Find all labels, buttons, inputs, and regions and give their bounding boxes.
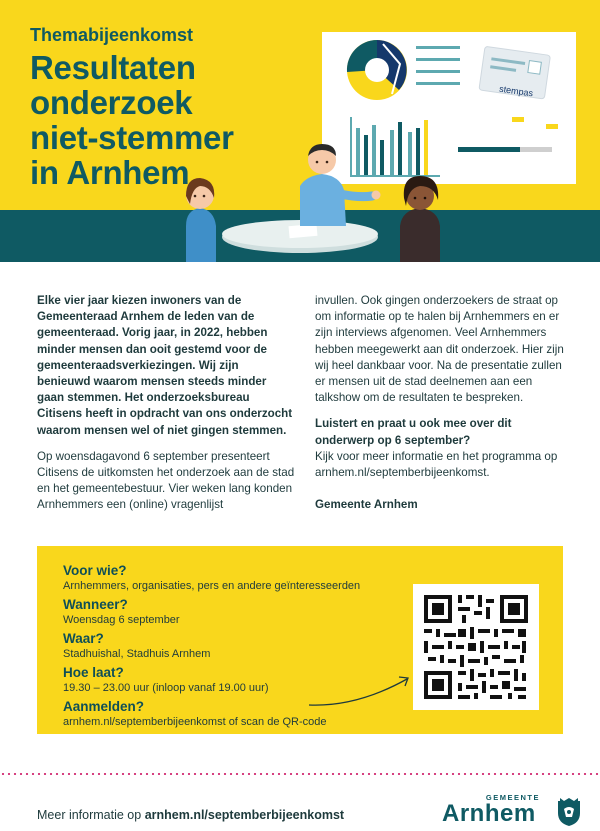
signature: Gemeente Arnhem: [315, 498, 418, 512]
logo-name: Arnhem: [442, 800, 536, 827]
gemeente-arnhem-logo: [442, 793, 582, 829]
info-text: 19.30 – 23.00 uur (inloop vanaf 19.00 uur): [63, 682, 269, 694]
info-heading: Voor wie?: [63, 563, 127, 578]
footer-link[interactable]: arnhem.nl/septemberbijeenkomst: [144, 808, 345, 822]
info-text: Stadhuishal, Stadhuis Arnhem: [63, 648, 211, 660]
arrow-to-qr-icon: [307, 671, 417, 711]
event-type-label: Themabijeenkomst: [30, 25, 194, 45]
hero-banner: [0, 0, 600, 262]
info-text: Woensdag 6 september: [63, 614, 180, 626]
title-line: niet-stemmer: [30, 119, 234, 156]
arnhem-coat-of-arms-icon: [556, 797, 582, 827]
person-left-icon: [186, 178, 216, 262]
qr-code[interactable]: [413, 584, 539, 710]
info-item-audience: [63, 563, 360, 593]
dotted-divider: [0, 773, 600, 775]
body-column-left: [37, 293, 295, 524]
qr-code-icon: [413, 584, 539, 710]
info-item-register: [63, 699, 327, 729]
info-heading: Hoe laat?: [63, 665, 124, 680]
footer-more-info: [37, 808, 344, 822]
body-paragraph: Op woensdagavond 6 september presenteert Citisens de uitkomsten het onderzoek aan de stad en het gemeentebestuur. Vier weken lang konden Arnhemmers een (online) vragenlijst: [37, 449, 295, 512]
call-to-action-text: Kijk voor meer informatie en het programma op arnhem.nl/septemberbijeenkomst.: [315, 449, 558, 480]
info-item-date: [63, 597, 180, 627]
info-heading: Waar?: [63, 631, 104, 646]
body-paragraph: invullen. Ook gingen onderzoekers de straat op om informatie op te halen bij Arnhemmers en er zijn interviews afgenomen. Veel Arnhemmers hebben meegewerkt aan dit onderzoek. Hier zijn wij heel dankbaar voor. Na de presentatie zullen er mensen uit de stad deelnemen aan een talkshow om de resultaten te bespreken.: [315, 294, 564, 405]
info-item-location: [63, 631, 210, 661]
logo-subtitle: GEMEENTE: [485, 793, 540, 802]
info-heading: Aanmelden?: [63, 699, 145, 714]
title-line: Resultaten: [30, 49, 196, 86]
event-info-box: [37, 546, 563, 734]
pie-chart-icon: [347, 40, 407, 100]
info-heading: Wanneer?: [63, 597, 128, 612]
title-line: in Arnhem: [30, 154, 190, 191]
stempas-label: stempas: [498, 83, 534, 99]
call-to-action-heading: Luistert en praat u ook mee over dit onderwerp op 6 september?: [315, 417, 512, 447]
intro-paragraph: Elke vier jaar kiezen inwoners van de Gemeenteraad Arnhem de leden van de gemeenteraad. Vorig jaar, in 2022, hebben minder mensen dan ooit gestemd voor de gemeenteraadsverkiezingen. Wij zijn benieuwd waarom mensen steeds minder gaan stemmen. Het onderzoeksbureau Citisens heeft in opdracht van ons onderzocht waarom mensen wel of niet gingen stemmen.: [37, 294, 293, 437]
info-item-time: [63, 665, 268, 695]
footer-prefix: Meer informatie op: [37, 808, 145, 822]
body-column-right: [315, 293, 573, 523]
title-line: onderzoek: [30, 84, 193, 121]
page-title: [30, 50, 310, 190]
info-text: Arnhemmers, organisaties, pers en andere geïnteresseerden: [63, 580, 361, 592]
register-link[interactable]: arnhem.nl/septemberbijeenkomst of scan de QR-code: [63, 716, 327, 728]
person-right-icon: [400, 176, 440, 262]
